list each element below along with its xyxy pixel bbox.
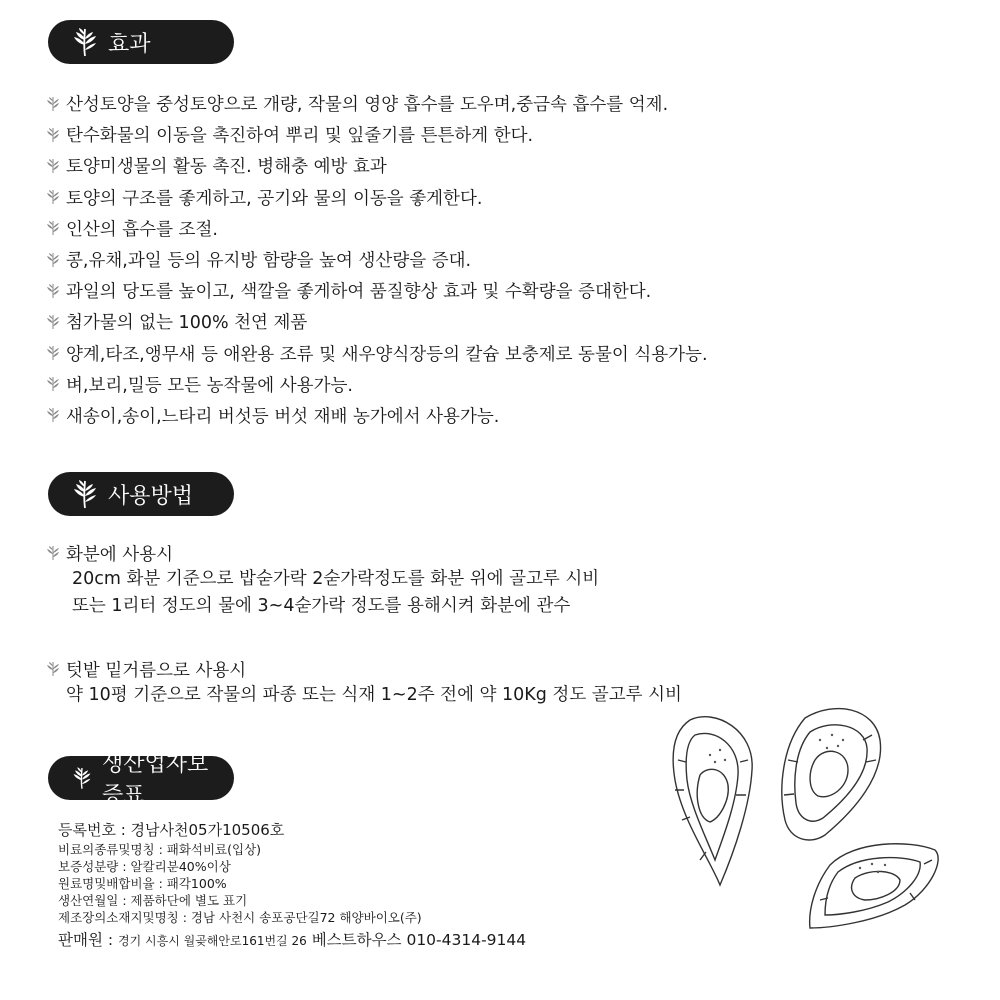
usage-line: 20cm 화분 기준으로 밥숟가락 2숟가락정도를 화분 위에 골고루 시비 xyxy=(72,569,600,589)
list-item: 새송이,송이,느타리 버섯등 버섯 재배 농가에서 사용가능. xyxy=(46,400,708,431)
usage-heading: 화분에 사용시 xyxy=(46,540,599,566)
list-item: 산성토양을 중성토양으로 개량, 작물의 영양 흡수를 도우며,중금속 흡수를 억제. xyxy=(46,88,708,119)
list-item: 과일의 당도를 높이고, 색깔을 좋게하여 품질향상 효과 및 수확량을 증대한다. xyxy=(46,275,708,306)
oyster-shell-illustration xyxy=(660,700,960,940)
leaf-bullet-icon xyxy=(46,376,60,392)
section-title: 효과 xyxy=(108,31,151,57)
leaf-bullet-icon xyxy=(46,252,60,268)
list-item: 인산의 흡수를 조절. xyxy=(46,213,708,244)
leaf-bullet-icon xyxy=(46,545,60,561)
usage-line: 또는 1리터 정도의 물에 3~4숟가락 정도를 용해시켜 화분에 관수 xyxy=(72,596,571,616)
leaf-bullet-icon xyxy=(46,220,60,236)
leaf-bullet-icon xyxy=(46,96,60,112)
list-item: 토양의 구조를 좋게하고, 공기와 물의 이동을 좋게한다. xyxy=(46,182,708,213)
effects-list xyxy=(46,88,708,431)
certificate-table xyxy=(58,820,526,952)
section-header-usage xyxy=(48,472,234,516)
cert-row: 비료의종류및명칭 : 패화석비료(입상) xyxy=(58,842,262,857)
seller-address: 경기 시흥시 월곶해안로161번길 26 xyxy=(118,934,307,948)
cert-row: 생산연월일 : 제품하단에 별도 표기 xyxy=(58,893,248,908)
wheat-leaf-icon xyxy=(72,479,98,509)
seller-name: 베스트하우스 010-4314-9144 xyxy=(311,931,527,949)
list-item: 양계,타조,앵무새 등 애완용 조류 및 새우양식장등의 칼슘 보충제로 동물이 식용가능. xyxy=(46,338,708,369)
list-item: 콩,유채,과일 등의 유지방 함량을 높여 생산량을 증대. xyxy=(46,244,708,275)
list-item: 첨가물의 없는 100% 천연 제품 xyxy=(46,306,708,337)
leaf-bullet-icon xyxy=(46,189,60,205)
cert-row: 등록번호 : 경남사천05가10506호 xyxy=(58,821,285,839)
usage-heading: 텃밭 밑거름으로 사용시 xyxy=(46,656,682,682)
leaf-bullet-icon xyxy=(46,314,60,330)
seller-info xyxy=(58,928,526,952)
list-item: 탄수화물의 이동을 촉진하여 뿌리 및 잎줄기를 튼튼하게 한다. xyxy=(46,119,708,150)
leaf-bullet-icon xyxy=(46,283,60,299)
wheat-leaf-icon xyxy=(72,763,92,793)
cert-row: 제조장의소재지및명칭 : 경남 사천시 송포공단길72 해양바이오(주) xyxy=(58,910,422,925)
cert-row: 보증성분량 : 알칼리분40%이상 xyxy=(58,859,231,874)
usage-field xyxy=(46,656,682,709)
usage-line: 약 10평 기준으로 작물의 파종 또는 식재 1~2주 전에 약 10Kg 정도 골고루 시비 xyxy=(66,685,682,705)
leaf-bullet-icon xyxy=(46,407,60,423)
section-title: 생산업자보증표 xyxy=(101,752,209,808)
leaf-bullet-icon xyxy=(46,127,60,143)
section-header-certificate xyxy=(48,752,234,808)
list-item: 벼,보리,밀등 모든 농작물에 사용가능. xyxy=(46,369,708,400)
usage-pot xyxy=(46,540,599,620)
seller-label: 판매원 : xyxy=(58,931,114,949)
wheat-leaf-icon xyxy=(72,27,98,57)
section-title: 사용방법 xyxy=(108,483,194,509)
cert-row: 원료명및배합비율 : 패각100% xyxy=(58,876,227,891)
list-item: 토양미생물의 활동 촉진. 병해충 예방 효과 xyxy=(46,150,708,181)
leaf-bullet-icon xyxy=(46,345,60,361)
leaf-bullet-icon xyxy=(46,661,60,677)
leaf-bullet-icon xyxy=(46,158,60,174)
section-header-effects xyxy=(48,20,234,64)
